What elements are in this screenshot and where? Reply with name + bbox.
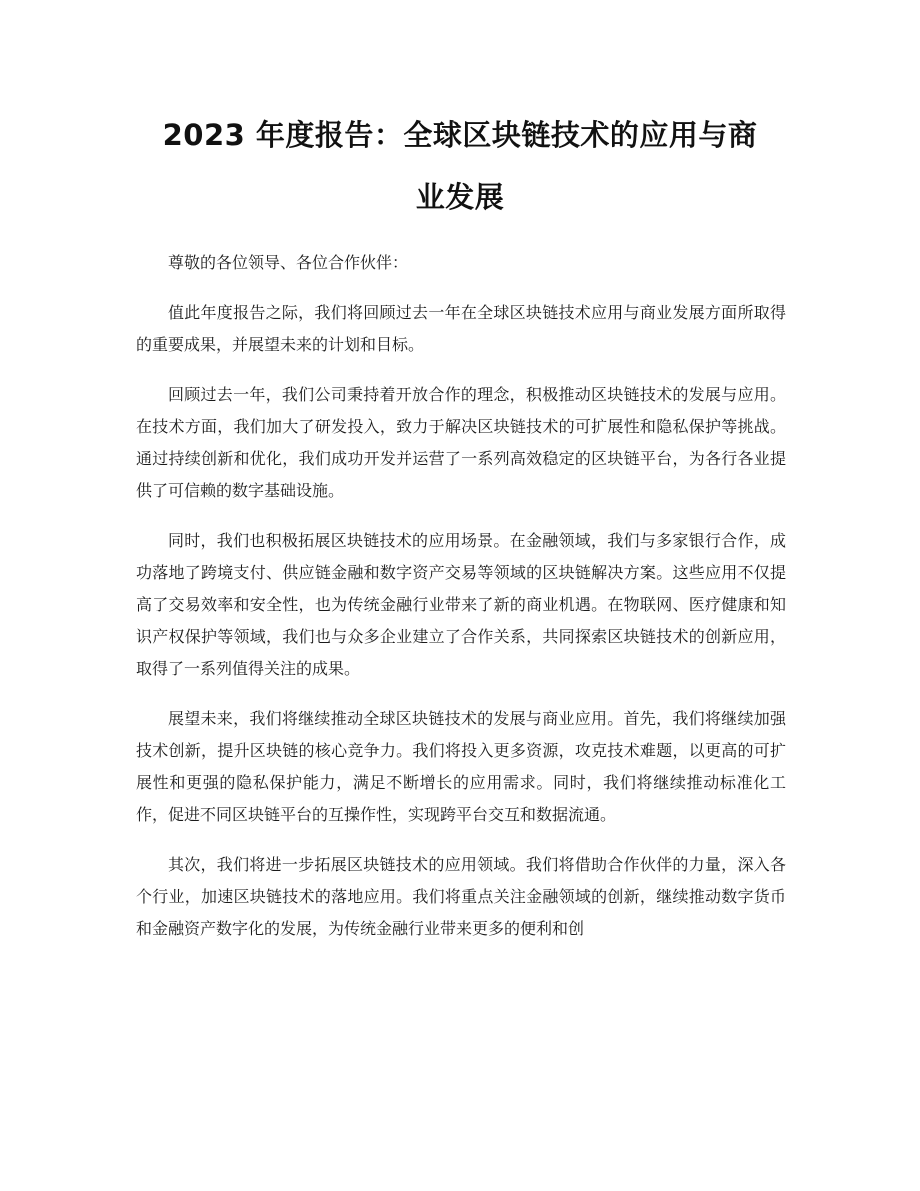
paragraph-next-steps: 其次，我们将进一步拓展区块链技术的应用领域。我们将借助合作伙伴的力量，深入各个行业，加速区块链技术的落地应用。我们将重点关注金融领域的创新，继续推动数字货币和金融资产数字化的发展，为传统金融行业带来更多的便利和创 — [136, 855, 786, 938]
paragraph-outlook: 展望未来，我们将继续推动全球区块链技术的发展与商业应用。首先，我们将继续加强技术创新，提升区块链的核心竞争力。我们将投入更多资源，攻克技术难题，以更高的可扩展性和更强的隐私保护能力，满足不断增长的应用需求。同时，我们将继续推动标准化工作，促进不同区块链平台的互操作性，实现跨平台交互和数据流通。 — [136, 709, 786, 824]
document-title — [105, 104, 815, 228]
document-body — [136, 247, 786, 963]
title-line-1: 2023 年度报告：全球区块链技术的应用与商 — [162, 118, 758, 152]
paragraph-intro: 值此年度报告之际，我们将回顾过去一年在全球区块链技术应用与商业发展方面所取得的重要成果，并展望未来的计划和目标。 — [136, 303, 786, 354]
paragraph-review: 回顾过去一年，我们公司秉持着开放合作的理念，积极推动区块链技术的发展与应用。在技术方面，我们加大了研发投入，致力于解决区块链技术的可扩展性和隐私保护等挑战。通过持续创新和优化，我们成功开发并运营了一系列高效稳定的区块链平台，为各行各业提供了可信赖的数字基础设施。 — [136, 385, 786, 500]
paragraph-applications: 同时，我们也积极拓展区块链技术的应用场景。在金融领域，我们与多家银行合作，成功落地了跨境支付、供应链金融和数字资产交易等领域的区块链解决方案。这些应用不仅提高了交易效率和安全性，也为传统金融行业带来了新的商业机遇。在物联网、医疗健康和知识产权保护等领域，我们也与众多企业建立了合作关系，共同探索区块链技术的创新应用，取得了一系列值得关注的成果。 — [136, 531, 786, 678]
salutation: 尊敬的各位领导、各位合作伙伴： — [168, 253, 409, 272]
title-line-2: 业发展 — [415, 180, 505, 214]
